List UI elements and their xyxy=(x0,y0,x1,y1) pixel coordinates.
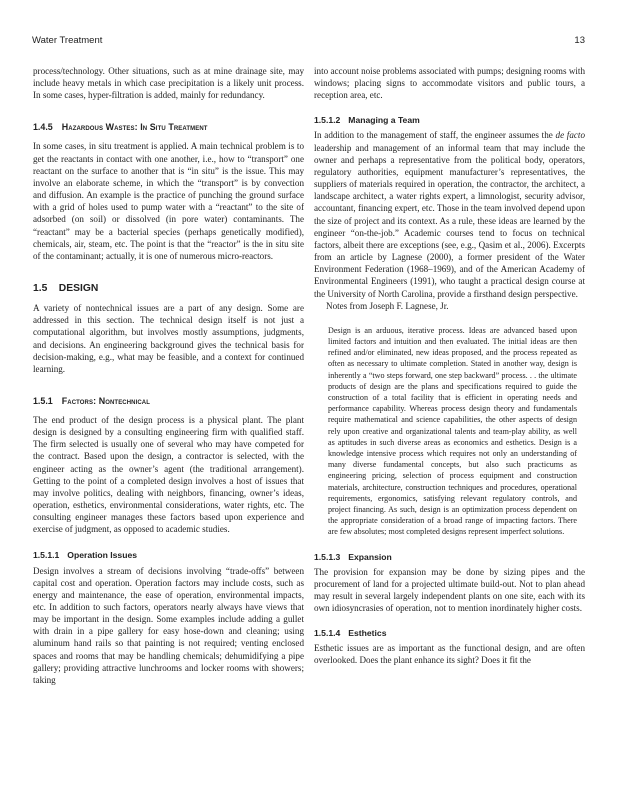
heading-number: 1.5.1 xyxy=(33,395,53,406)
heading-1-5-1-2 xyxy=(314,114,585,127)
heading-title: Esthetics xyxy=(348,628,387,639)
team-text-a: In addition to the management of staff, the engineer assumes the xyxy=(314,130,556,141)
heading-1-4-5 xyxy=(33,121,304,134)
paragraph-design: A variety of nontechnical issues are a part of any design. Some are addressed in this section. The technical design itself is not just a computational algorithm, but involves mostly assumptions, judgments, and decisions. An engineering background gives the technical basis for decision-making, e.g., what may be feasible, and a context for continued learning. xyxy=(33,303,304,374)
page-number: 13 xyxy=(574,35,585,46)
heading-title: Expansion xyxy=(348,551,392,562)
heading-title: Factors: Nontechnical xyxy=(61,395,150,406)
team-text-emphasis: de facto xyxy=(555,130,585,141)
paragraph-notes-attribution: Notes from Joseph F. Lagnese, Jr. xyxy=(326,300,449,311)
heading-number: 1.5.1.2 xyxy=(314,115,341,126)
heading-number: 1.5.1.3 xyxy=(314,551,341,562)
paragraph-managing-team xyxy=(314,129,585,299)
paragraph-factors: The end product of the design process is a physical plant. The plant design is designed by a consulting engineering firm with qualified staff. The firm selected is usually one of several who may have competed for the contract. Based upon the design, a contractor is selected, with the engineer acting as the owner’s agent (the traditional arrangement). Getting to the point of a completed design involves a host of issues that may involve politics, dealing with neighbors, financing, owner’s ideas, operation, esthetics, environmental considerations, water rights, etc. The consulting engineer manages these factors based upon experience and exercise of judgment, as opposed to academic studies. xyxy=(33,414,304,535)
right-column xyxy=(314,65,585,667)
running-head xyxy=(32,35,585,49)
block-quote xyxy=(314,325,585,538)
heading-title: DESIGN xyxy=(58,283,99,295)
paragraph-intro: process/technology. Other situations, such as at mine drainage site, may include heavy metals in which case precipitation is a likely unit process. In some cases, hyper-filtration is added, mainly for redundancy. xyxy=(33,66,304,101)
heading-1-5 xyxy=(33,282,304,296)
heading-title: Operation Issues xyxy=(67,549,138,560)
heading-title: Hazardous Wastes: In Situ Treatment xyxy=(61,122,208,133)
heading-1-5-1-1 xyxy=(33,549,304,562)
team-text-b: leadership and management of an informal team that may include the owner and perhaps a representative from the political body, operators, regulatory authorities, equipment manufacturer’s representatives, the suppliers of materials required in operation, the contractor, the architect, a landscape architect, a water rights expert, a limnologist, security advisor, accountant, financing expert, etc. Those in the team involved depend upon the size of project and its context. As a rule, these ideas are learned by the engineer “on-the-job.” Academic courses tend to focus on technical factors, albeit there are exceptions (see, e.g., Qasim et al., 2006). Excerpts from an article by Lagnese (2000), a former president of the Water Environment Federation (1968–1969), and of the American Academy of Environmental Engineers (1991), who taught a practical design course at the University of North Carolina, provide a firsthand design perspective. xyxy=(314,142,585,299)
paragraph-expansion: The provision for expansion may be done by sizing pipes and the procurement of land for a projected ultimate build-out. Not to plan ahead may result in several largely independent plants on one site, each with its own idiosyncrasies of operation, not to mention inordinately higher costs. xyxy=(314,566,585,614)
heading-1-5-1 xyxy=(33,395,304,408)
paragraph-operation: Design involves a stream of decisions involving “trade-offs” between capital cost and operation. Operation factors may include costs, such as energy and maintenance, the ease of operation, environmental impacts, etc. In addition to such factors, operators nearly always have views that may be important in the design. Some examples include adding a gullet with drain in a pipe gallery for easy hose-down and cleaning; using aluminum hand rails so that painting is not required; venting enclosed spaces and rooms that may be handling chemicals; dehumidifying a pipe gallery; providing attractive lunchrooms and locker rooms with showers; taking xyxy=(33,565,304,685)
heading-number: 1.5.1.4 xyxy=(314,628,341,639)
paragraph-continued: into account noise problems associated with pumps; designing rooms with windows; placing signs to accommodate visitors and public tours, a reception area, etc. xyxy=(314,66,585,101)
running-title: Water Treatment xyxy=(32,35,103,46)
paragraph-esthetics: Esthetic issues are as important as the functional design, and are often overlooked. Does the plant enhance its sight? Does it fit the xyxy=(314,643,585,666)
heading-title: Managing a Team xyxy=(348,115,420,126)
quote-text: Design is an arduous, iterative process. Ideas are advanced based upon limited factors and intuition and then evaluated. The initial ideas are then refined and/or eliminated, new ideas proposed, and the process repeated as often as necessary to ultimate completion. Stated in another way, design is inherently a “two steps forward, one step backward” process. . . the ultimate products of design are the plans and specifications required to guide the construction of a total facility that is efficient in operating needs and performance capability. Whereas process design theory and fundamentals require mathematical and science capabilities, the other aspects of design rely upon creative and organizational talents and team-play ability, as well as aptitudes in such diverse areas as economics and esthetics. Design is a knowledge intensive process which requires not only an understanding of many diverse fundamental concepts, but also such practicums as engineering pricing, selection of process equipment and construction materials, architecture, construction techniques and procedures, operational requirements, ergonomics, satisfying relevant regulatory controls, and project financing. As such, design is an optimization process dependent on the appropriate consideration of a broad range of impacting factors. There are few absolutes; most completed designs represent imperfect solutions. xyxy=(328,325,577,537)
paragraph-in-situ: In some cases, in situ treatment is applied. A main technical problem is to get the reactants in contact with one another, i.e., how to “transport” one reactant on the surface to another that is “in situ” is the issue. This may involve an elaborate scheme, in which the “transport” is by convection and diffusion. An example is the practice of punching the ground surface with a grid of holes used to pump water with a “reactant” to the site of adsorbed (on soil) or dissolved (in pore water) contaminants. The “reactant” may be a bacterial species (perhaps genetically modified), chemicals, air, steam, etc. The point is that the “reactor” is the in situ site of the contaminant; actually, it is one of numerous micro-reactors. xyxy=(33,141,304,261)
heading-number: 1.5 xyxy=(33,283,48,295)
heading-number: 1.4.5 xyxy=(33,122,53,133)
heading-1-5-1-3 xyxy=(314,551,585,564)
heading-1-5-1-4 xyxy=(314,627,585,640)
left-column xyxy=(33,65,304,686)
heading-number: 1.5.1.1 xyxy=(33,549,60,560)
